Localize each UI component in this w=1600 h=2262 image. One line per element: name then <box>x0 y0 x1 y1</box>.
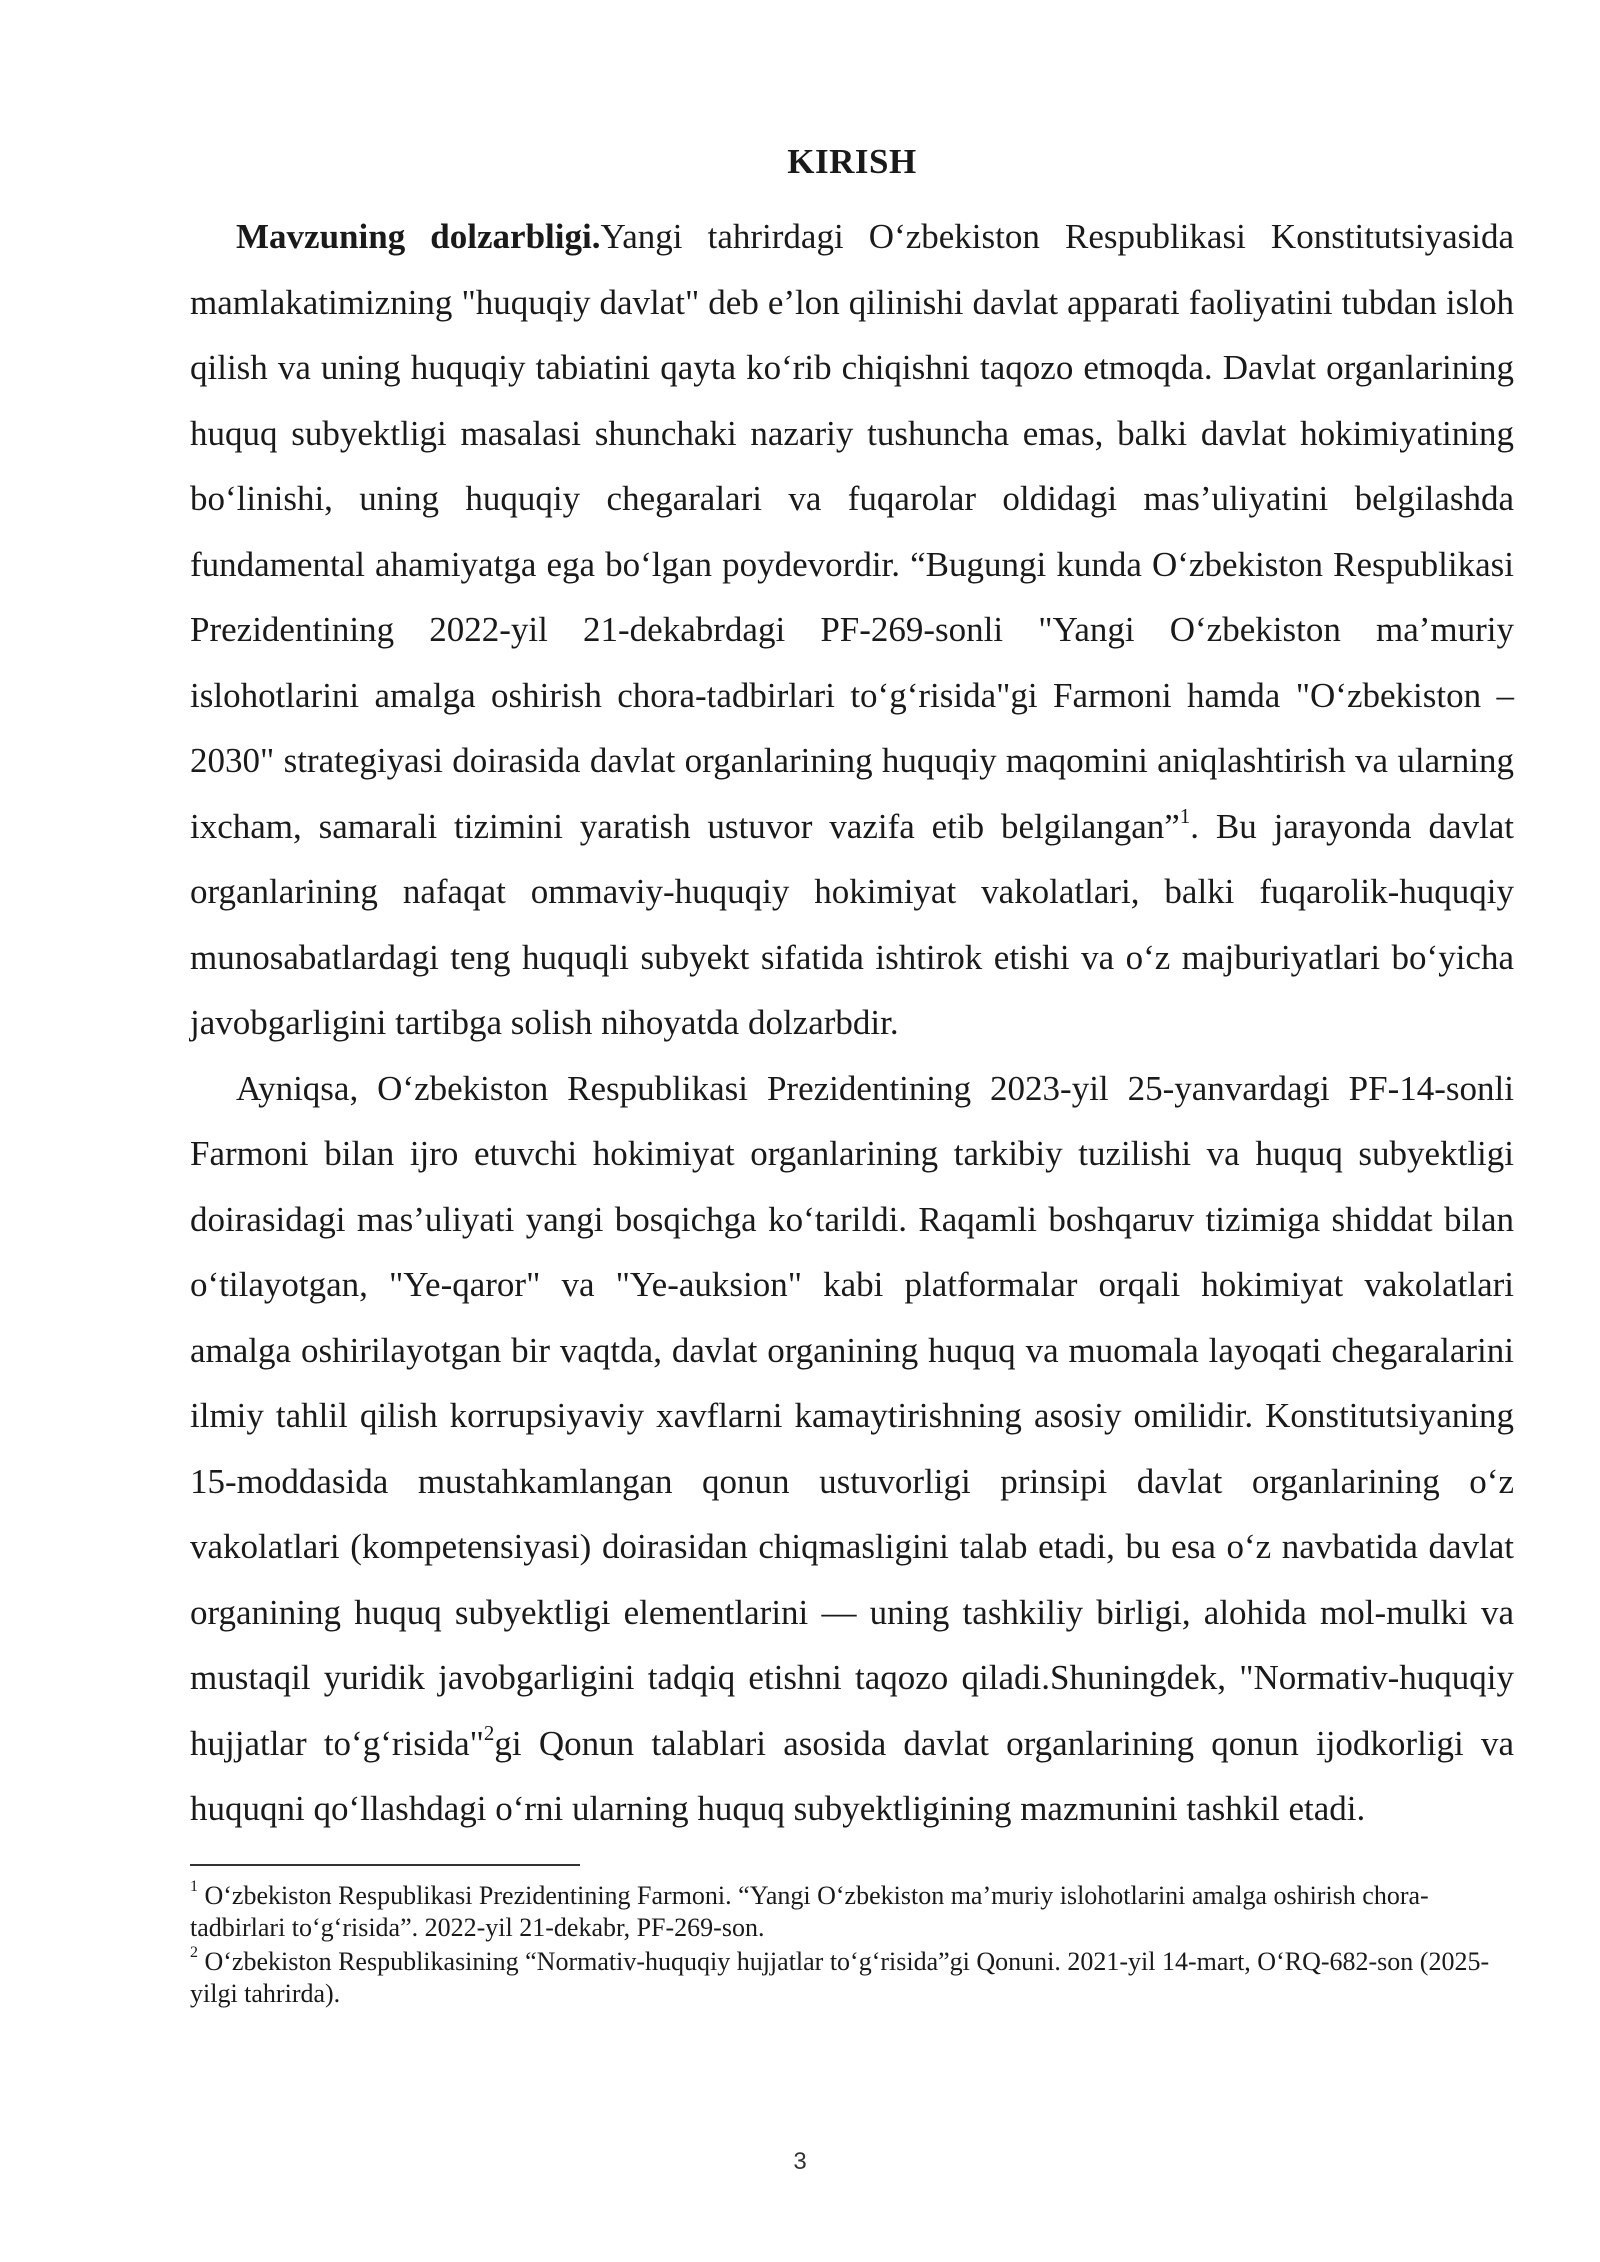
footnote-1 <box>190 1877 1514 1944</box>
footnote-2-text: O‘zbekiston Respublikasining “Normativ-huquqiy hujjatlar to‘g‘risida”gi Qonuni. 2021-yil 14-mart, O‘RQ-682-son (2025-yilgi tahrirda). <box>190 1946 1490 2008</box>
page-title: KIRISH <box>787 142 917 181</box>
footnote-ref-2[interactable]: 2 <box>483 1720 495 1745</box>
page-number: 3 <box>793 2148 807 2175</box>
paragraph-2 <box>190 1056 1514 1842</box>
paragraph-2-text-a: Ayniqsa, O‘zbekiston Respublikasi Prezidentining 2023-yil 25-yanvardagi PF-14-sonli Farmoni bilan ijro etuvchi hokimiyat organlarining tarkibiy tuzilishi va huquq subyektligi doirasidagi mas’uliyati yangi bosqichga ko‘tarildi. Raqamli boshqaruv tizimiga shiddat bilan o‘tilayotgan, "Ye-qaror" va "Ye-auksion" kabi platformalar orqali hokimiyat vakolatlari amalga oshirilayotgan bir vaqtda, davlat organining huquq va muomala layoqati chegaralarini ilmiy tahlil qilish korrupsiyaviy xavflarni kamaytirishning asosiy omilidir. Konstitutsiyaning 15-moddasida mustahkamlangan qonun ustuvorligi prinsipi davlat organlarining o‘z vakolatlari (kompetensiyasi) doirasidan chiqmasligini talab etadi, bu esa o‘z navbatida davlat organining huquq subyektligi elementlarini — uning tashkiliy birligi, alohida mol-mulki va mustaqil yuridik javobgarligini tadqiq etishni taqozo qiladi.Shuningdek, "Normativ-huquqiy hujjatlar to‘g‘risida" <box>190 1068 1514 1763</box>
paragraph-1-text-b: . Bu jarayonda davlat organlarining nafaqat ommaviy-huquqiy hokimiyat vakolatlari, balki fuqarolik-huquqiy munosabatlardagi teng huquqli subyekt sifatida ishtirok etishi va o‘z majburiyatlari bo‘yicha javobgarligini tartibga solish nihoyatda dolzarbdir. <box>190 806 1514 1042</box>
footnote-2 <box>190 1943 1514 2010</box>
paragraph-1-text-a: Yangi tahrirdagi O‘zbekiston Respublikasi Konstitutsiyasida mamlakatimizning "huquqiy davlat" deb e’lon qilinishi davlat apparati faoliyatini tubdan isloh qilish va uning huquqiy tabiatini qayta ko‘rib chiqishni taqozo etmoqda. Davlat organlarining huquq subyektligi masalasi shunchaki nazariy tushuncha emas, balki davlat hokimiyatining bo‘linishi, uning huquqiy chegaralari va fuqarolar oldidagi mas’uliyatini belgilashda fundamental ahamiyatga ega bo‘lgan poydevordir. “Bugungi kunda O‘zbekiston Respublikasi Prezidentining 2022-yil 21-dekabrdagi PF-269-sonli "Yangi O‘zbekiston ma’muriy islohotlarini amalga oshirish chora-tadbirlari to‘g‘risida"gi Farmoni hamda "O‘zbekiston – 2030" strategiyasi doirasida davlat organlarining huquqiy maqomini aniqlashtirish va ularning ixcham, samarali tizimini yaratish ustuvor vazifa etib belgilangan” <box>190 217 1514 846</box>
paragraph-1 <box>190 204 1514 1056</box>
paragraph-2-text-b: gi Qonun talablari asosida davlat organlarining qonun ijodkorligi va huquqni qo‘llashdagi o‘rni ularning huquq subyektligining mazmunini tashkil etadi. <box>190 1723 1514 1828</box>
footnote-1-text: O‘zbekiston Respublikasi Prezidentining Farmoni. “Yangi O‘zbekiston ma’muriy islohotlarini amalga oshirish chora-tadbirlari to‘g‘risida”. 2022-yil 21-dekabr, PF-269-son. <box>190 1880 1429 1942</box>
footnote-ref-1[interactable]: 1 <box>1179 803 1191 828</box>
footnote-1-number: 1 <box>190 1877 198 1895</box>
document-page <box>190 138 1514 2012</box>
footnote-2-number: 2 <box>190 1943 198 1961</box>
paragraph-1-heading: Mavzuning dolzarbligi. <box>236 217 601 256</box>
footnote-separator <box>190 1864 580 1866</box>
